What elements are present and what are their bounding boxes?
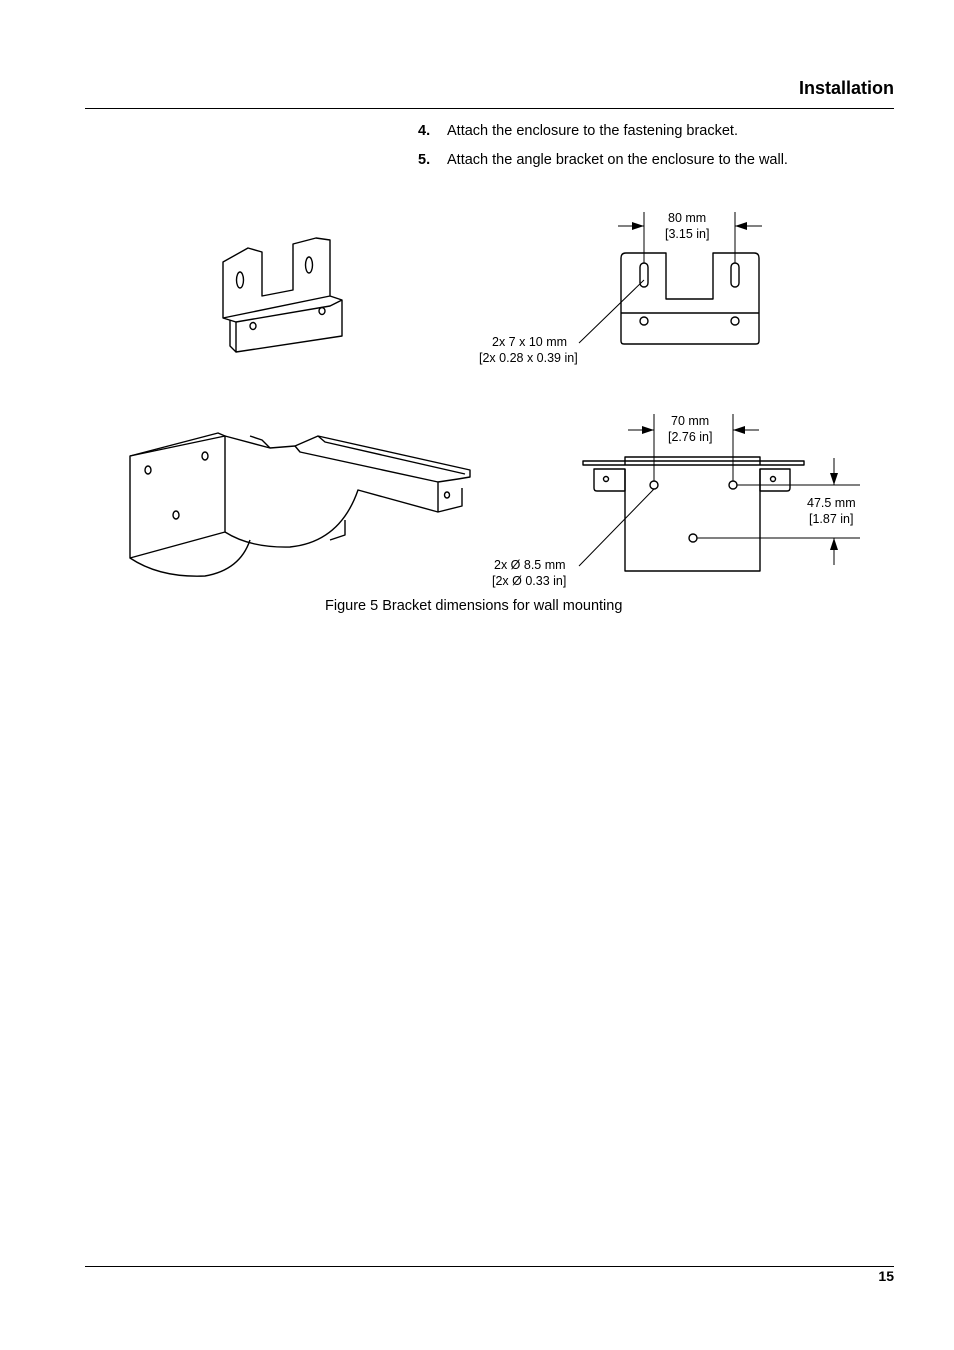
bracket-dimensions-figure	[0, 190, 954, 595]
step-text: Attach the angle bracket on the enclosure to the wall.	[447, 152, 788, 168]
footer-rule	[85, 1266, 894, 1267]
width-80mm-label: 80 mm	[668, 211, 707, 225]
height-47-5mm-label: 47.5 mm	[807, 496, 856, 510]
step-number: 5.	[418, 152, 431, 168]
width-70mm-label: 70 mm	[671, 414, 710, 428]
section-title: Installation	[798, 78, 894, 98]
angle-bracket-front-view	[579, 414, 860, 571]
step-text: Attach the enclosure to the fastening bracket.	[447, 123, 738, 139]
figure-caption: Figure 5 Bracket dimensions for wall mounting	[325, 598, 623, 614]
step-number: 4.	[418, 123, 431, 139]
width-80mm-inch-label: [3.15 in]	[665, 227, 710, 241]
slot-size-label: 2x 7 x 10 mm	[492, 335, 568, 349]
hole-diameter-label: 2x Ø 8.5 mm	[494, 558, 566, 572]
fastening-bracket-drawing	[223, 238, 342, 352]
hole-diameter-inch-label: [2x Ø 0.33 in]	[492, 574, 567, 588]
width-70mm-inch-label: [2.76 in]	[668, 430, 713, 444]
slot-size-inch-label: [2x 0.28 x 0.39 in]	[479, 351, 578, 365]
header-rule	[85, 108, 894, 109]
height-47-5mm-inch-label: [1.87 in]	[809, 512, 854, 526]
page-number: 15	[878, 1268, 894, 1284]
enclosure-drawing	[130, 433, 470, 576]
